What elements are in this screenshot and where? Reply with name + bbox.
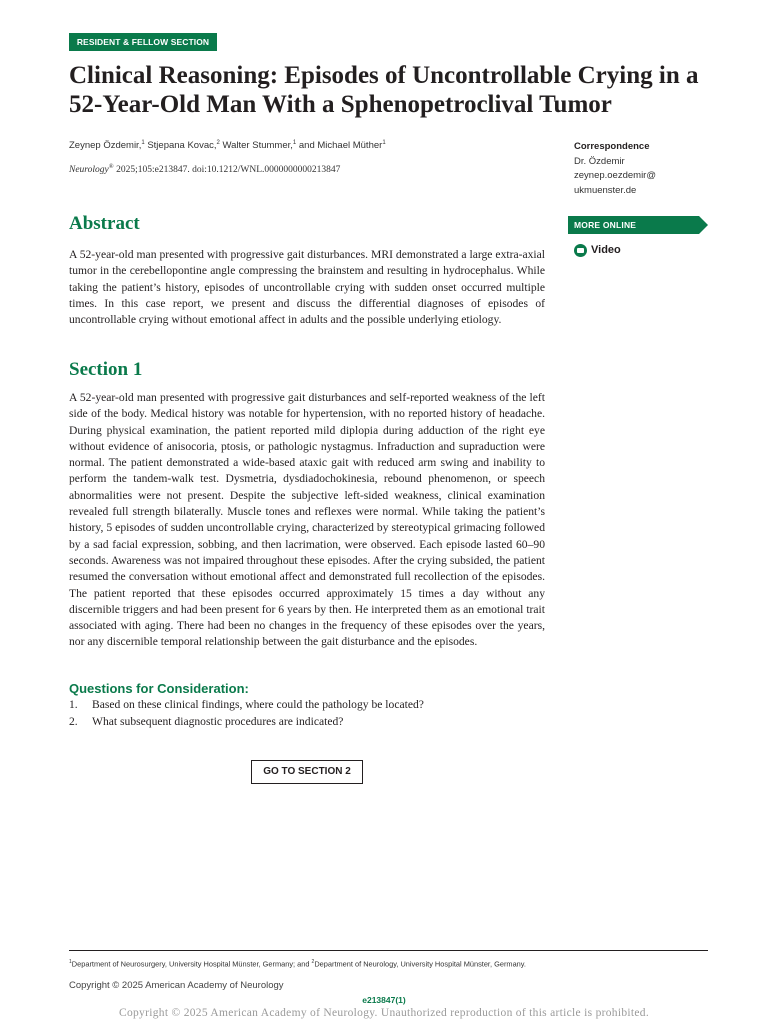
registered-mark: ® xyxy=(108,163,114,170)
footer-divider xyxy=(69,950,708,951)
author-name[interactable]: Stjepana Kovac, xyxy=(147,140,217,152)
correspondence-block xyxy=(574,140,724,198)
correspondence-label: Correspondence xyxy=(574,141,650,152)
section-1-heading: Section 1 xyxy=(69,359,143,380)
affiliation-text: Department of Neurosurgery, University Hospital Münster, Germany; and xyxy=(71,959,312,969)
page-number: e213847(1) xyxy=(362,995,406,1005)
section-1-text: A 52-year-old man presented with progressive gait disturbances and self-reported weakness of the left side of the body. Medical history was notable for hypertension, with no reported history of headache. During physical examination, the patient reported mild diplopia during adduction of the right eye without evidence of anisocoria, ptosis, or pathologic nystagmus. Infraduction and supraduction were normal. The patient demonstrated a wide-based ataxic gait with reduced arm swing and inability to perform the tandem-walk test. Dysmetria, dysdiadochokinesia, rebound phenomenon, or speech abnormalities were not present. Despite the subjective left-sided weakness, clinical examination revealed full strength bilaterally. Muscle tones and reflexes were normal. While taking the patient’s history, 5 episodes of sudden uncontrollable crying, characterized by stereotypical grimacing followed by a sad facial expression, sobbing, and then lacrimation, were observed. Each episode lasted 60–90 seconds. Awareness was not impaired throughout these episodes. After the crying subsided, the patient resumed the conversation without emotional affect and demonstrated full recollection of the episodes. The patient reported that these episodes occurred approximately 15 times a day without any discernible triggers and had been present for 6 years by then. He interpreted them as an emotional trait associated with aging. There had been no changes in the frequency of these episodes over the years, nor any discernible temporal relationship between the gait disturbance and the episodes. xyxy=(69,391,545,649)
citation-details[interactable]: 2025;105:e213847. doi:10.1212/WNL.0000000000213847 xyxy=(116,165,341,176)
more-online-banner xyxy=(568,216,708,234)
more-online-label: MORE ONLINE xyxy=(574,220,637,230)
copyright-notice: Copyright © 2025 American Academy of Neurology xyxy=(69,980,284,991)
question-number: 2. xyxy=(69,714,78,728)
question-number: 1. xyxy=(69,698,78,711)
questions-list xyxy=(69,697,549,730)
affiliation-mark: 2 xyxy=(216,140,220,146)
question-text: What subsequent diagnostic procedures are indicated? xyxy=(92,714,344,728)
affiliation-mark: 1 xyxy=(382,140,386,146)
journal-name: Neurology xyxy=(69,165,109,176)
article-title: Clinical Reasoning: Episodes of Uncontrollable Crying in a 52-Year-Old Man With a Sphenopetroclival Tumor xyxy=(69,62,699,118)
correspondence-email-line-2[interactable]: ukmuenster.de xyxy=(574,184,637,196)
citation-line xyxy=(69,163,340,175)
correspondence-email-line-1[interactable]: zeynep.oezdemir@ xyxy=(574,170,656,181)
affiliation-mark: 1 xyxy=(292,140,297,146)
affiliation-text: Department of Neurology, University Hospital Münster, Germany. xyxy=(314,959,526,969)
abstract-text: A 52-year-old man presented with progressive gait disturbances. MRI demonstrated a large extra-axial tumor in the cerebellopontine angle compressing the brainstem and resulting in hydrocephalus. While taking the patient’s history, episodes of uncontrollable crying with sudden onset occurred multiple times. In this case report, we present and discuss the differential diagnoses of episodes of uncontrollable crying without emotional affect in adults and the possible underlying etiology. xyxy=(69,248,545,327)
affiliations-footnote xyxy=(69,959,526,968)
go-to-section-2-button[interactable]: GO TO SECTION 2 xyxy=(251,760,363,784)
questions-heading: Questions for Consideration: xyxy=(69,681,249,696)
affiliation-mark: 2 xyxy=(311,959,315,965)
video-icon xyxy=(574,244,587,257)
author-name[interactable]: and Michael Müther xyxy=(298,140,383,152)
correspondence-name: Dr. Özdemir xyxy=(574,155,625,167)
question-item xyxy=(69,714,549,731)
section-badge: RESIDENT & FELLOW SECTION xyxy=(69,33,217,51)
question-item xyxy=(69,697,549,714)
abstract-heading: Abstract xyxy=(69,213,140,234)
video-link[interactable] xyxy=(574,242,621,258)
copyright-watermark: Copyright © 2025 American Academy of Neurology. Unauthorized reproduction of this article is prohibited. xyxy=(118,1007,650,1019)
video-label[interactable]: Video xyxy=(591,244,621,256)
author-name[interactable]: Walter Stummer, xyxy=(222,140,293,152)
question-text: Based on these clinical findings, where could the pathology be located? xyxy=(92,698,424,711)
author-list xyxy=(69,140,386,151)
affiliation-mark: 1 xyxy=(69,959,72,965)
author-name[interactable]: Zeynep Özdemir, xyxy=(69,140,142,152)
affiliation-mark: 1 xyxy=(141,140,145,146)
